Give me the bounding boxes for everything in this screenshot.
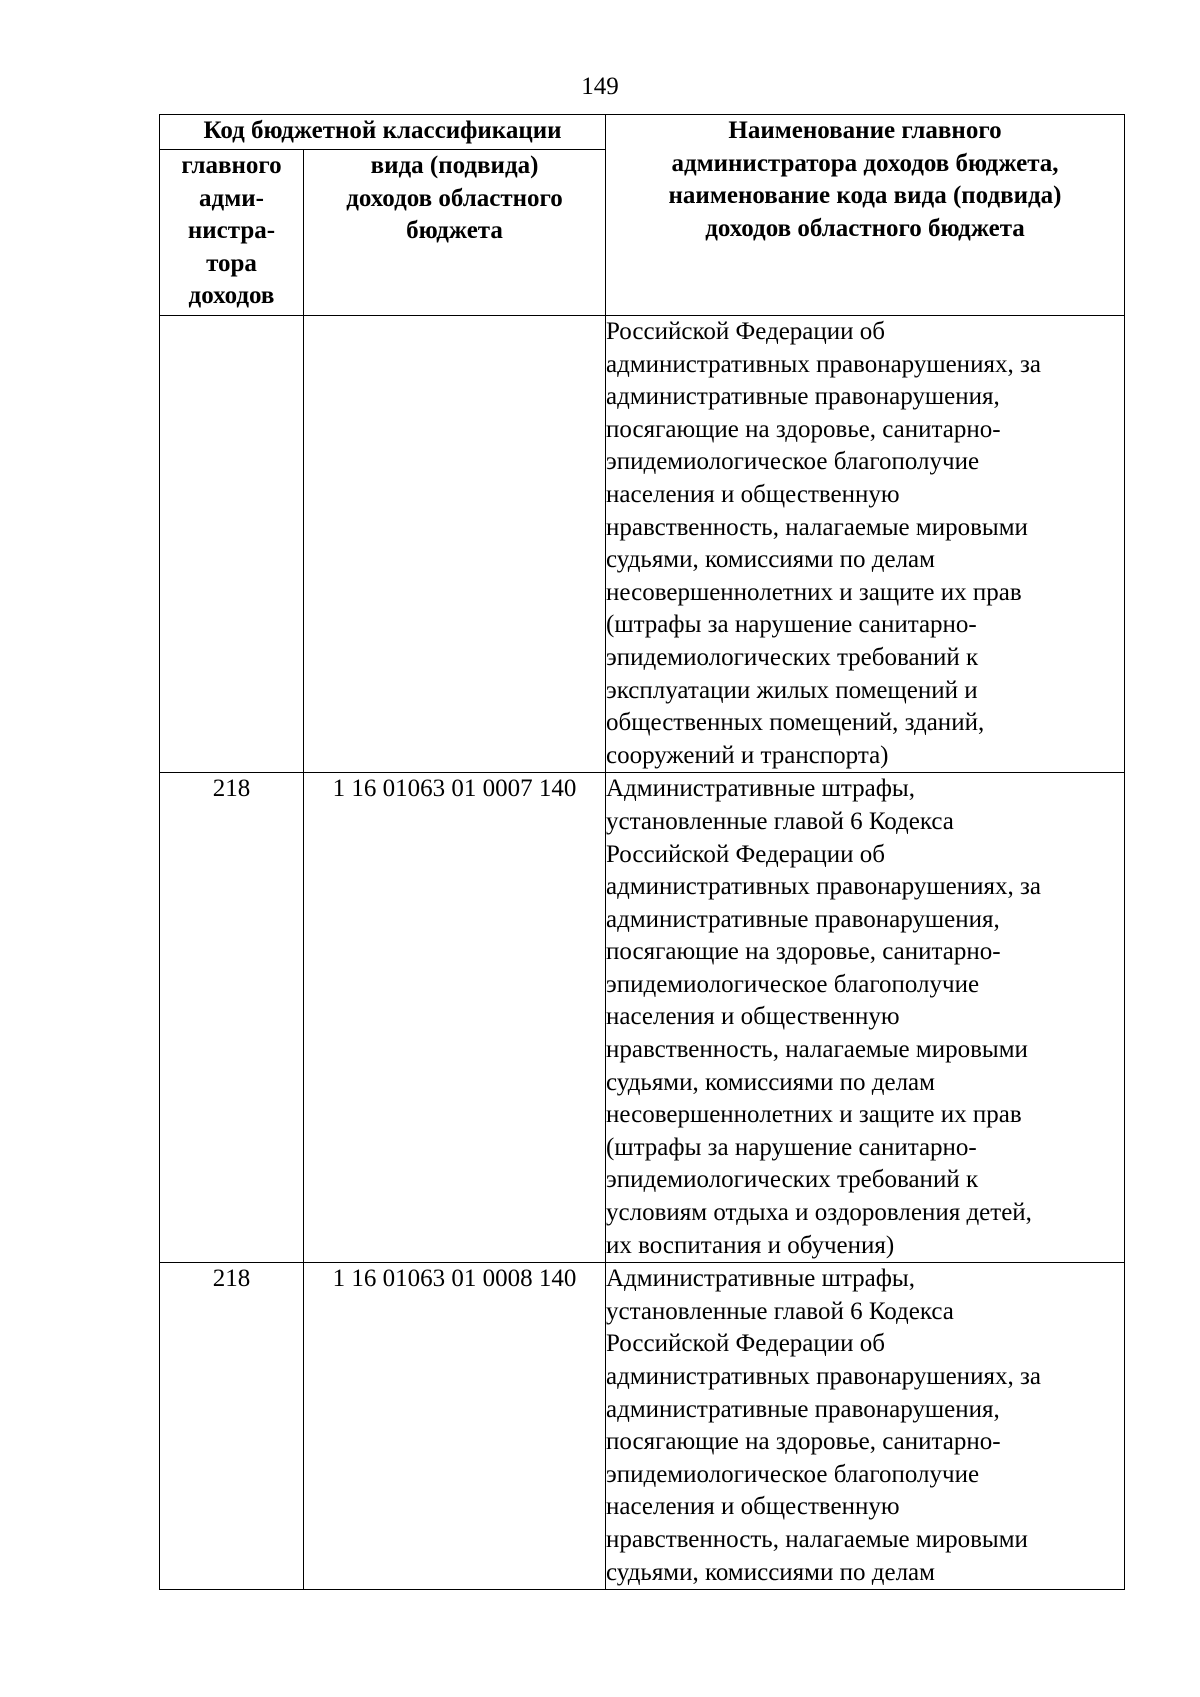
- cell-admin-code: [160, 316, 304, 773]
- table-row: [160, 1263, 1125, 1590]
- cell-income-name-text: Российской Федерации об административных правонарушениях, за административные правонарушения, посягающие на здоровье, санитарно- эпидемиологическое благополучие населения и общественную нравственность, налагаемые мировыми судьями, комиссиями по делам несовершеннолетних и защите их прав (штрафы за нарушение санитарно- эпидемиологических требований к эксплуатации жилых помещений и общественных помещений, зданий, сооружений и транспорта): [606, 318, 1041, 769]
- cell-admin-code: 218: [160, 773, 304, 1263]
- cell-income-code: 1 16 01063 01 0008 140: [304, 1263, 606, 1590]
- table-row: [160, 773, 1125, 1263]
- cell-income-code: [304, 316, 606, 773]
- header-income-type-text: вида (подвида) доходов областного бюджета: [346, 152, 563, 245]
- cell-income-name: [606, 773, 1125, 1263]
- header-main-administrator: [160, 150, 304, 316]
- header-name: [606, 115, 1125, 316]
- header-budget-classification-code: Код бюджетной классификации: [160, 115, 606, 150]
- cell-income-name-text: Административные штрафы, установленные главой 6 Кодекса Российской Федерации об административных правонарушениях, за административные правонарушения, посягающие на здоровье, санитарно- эпидемиологическое благополучие населения и общественную нравственность, налагаемые мировыми судьями, комиссиями по делам: [606, 1265, 1041, 1586]
- cell-income-name: [606, 316, 1125, 773]
- cell-income-code: 1 16 01063 01 0007 140: [304, 773, 606, 1263]
- header-income-type: [304, 150, 606, 316]
- cell-income-name-text: Административные штрафы, установленные главой 6 Кодекса Российской Федерации об административных правонарушениях, за административные правонарушения, посягающие на здоровье, санитарно- эпидемиологическое благополучие населения и общественную нравственность, налагаемые мировыми судьями, комиссиями по делам несовершеннолетних и защите их прав (штрафы за нарушение санитарно- эпидемиологических требований к условиям отдыха и оздоровления детей, их воспитания и обучения): [606, 775, 1041, 1259]
- header-row-group: [160, 115, 1125, 150]
- page-number: 149: [581, 73, 619, 100]
- budget-classification-table: [159, 114, 1125, 1590]
- table-row: [160, 316, 1125, 773]
- cell-income-name: [606, 1263, 1125, 1590]
- header-name-text: Наименование главного администратора доходов бюджета, наименование кода вида (подвида) доходов областного бюджета: [668, 117, 1062, 242]
- header-main-administrator-text: главного адми- нистра- тора доходов: [181, 152, 282, 310]
- cell-admin-code: 218: [160, 1263, 304, 1590]
